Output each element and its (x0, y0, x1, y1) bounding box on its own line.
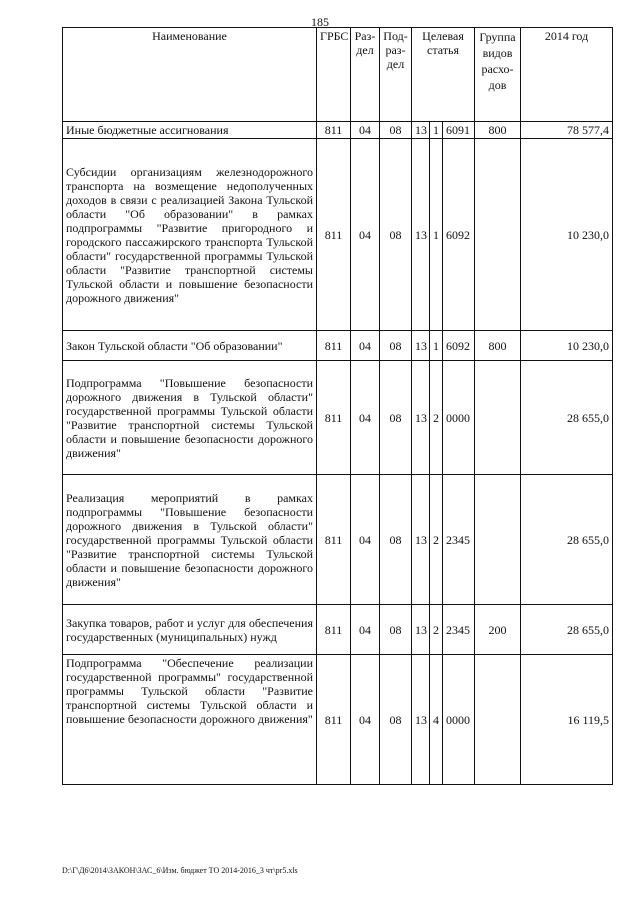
page-number: 185 (311, 15, 329, 29)
row-subsection: 08 (380, 475, 412, 605)
row-name: Подпрограмма "Повышение безопасности дорожного движения в Тульской области" государственной программы Тульской области "Развитие транспортной системы Тульской области и повышение безопасности дорожного движения" (63, 361, 317, 475)
row-amount: 10 230,0 (521, 139, 613, 331)
header-year: 2014 год (521, 28, 613, 122)
row-expense-group (475, 655, 521, 785)
row-amount: 28 655,0 (521, 605, 613, 655)
row-section: 04 (351, 605, 380, 655)
header-name: Наименование (63, 28, 317, 122)
row-section: 04 (351, 331, 380, 361)
row-target-code: 6092 (443, 139, 475, 331)
row-subsection: 08 (380, 605, 412, 655)
header-target-article: Целевая статья (412, 28, 475, 122)
row-grbs: 811 (317, 655, 351, 785)
row-target-code: 2345 (443, 475, 475, 605)
header-subsection: Под- раз- дел (380, 28, 412, 122)
row-subsection: 08 (380, 331, 412, 361)
file-path-footer: D:\Г\Д6\2014\ЗАКОН\ЗАС_6\Изм. бюджет ТО 2014-2016_3 чт\pr5.xls (62, 866, 298, 875)
row-name: Закупка товаров, работ и услуг для обеспечения государственных (муниципальных) нужд (63, 605, 317, 655)
row-target-code: 0000 (443, 361, 475, 475)
row-section: 04 (351, 475, 380, 605)
table-row (63, 605, 613, 655)
header-row (63, 28, 613, 122)
row-name: Закон Тульской области "Об образовании" (63, 331, 317, 361)
row-target-program: 13 (412, 655, 430, 785)
row-section: 04 (351, 139, 380, 331)
table-row (63, 331, 613, 361)
row-expense-group: 800 (475, 331, 521, 361)
table-row (63, 139, 613, 331)
row-target-subprogram: 1 (430, 331, 443, 361)
header-expense-group: Группа видов расхо- дов (475, 28, 521, 122)
row-expense-group: 200 (475, 605, 521, 655)
row-target-subprogram: 2 (430, 605, 443, 655)
budget-table (62, 27, 613, 785)
row-target-program: 13 (412, 361, 430, 475)
row-grbs: 811 (317, 122, 351, 139)
row-subsection: 08 (380, 122, 412, 139)
row-name: Подпрограмма "Обеспечение реализации государственной программы" государственной программы Тульской области "Развитие транспортной системы Тульской области и повышение безопасности дорожного движения" (63, 655, 317, 785)
row-amount: 78 577,4 (521, 122, 613, 139)
row-target-subprogram: 2 (430, 475, 443, 605)
row-target-subprogram: 1 (430, 122, 443, 139)
row-target-subprogram: 4 (430, 655, 443, 785)
row-expense-group (475, 475, 521, 605)
row-subsection: 08 (380, 655, 412, 785)
header-section: Раз- дел (351, 28, 380, 122)
row-expense-group (475, 361, 521, 475)
table-row (63, 361, 613, 475)
row-name: Иные бюджетные ассигнования (63, 122, 317, 139)
row-subsection: 08 (380, 139, 412, 331)
row-target-code: 0000 (443, 655, 475, 785)
table-row (63, 475, 613, 605)
row-name: Субсидии организациям железнодорожного транспорта на возмещение недополученных доходов в связи с реализацией Закона Тульской области "Об образовании" в рамках подпрограммы "Развитие пригородного и городского пассажирского транспорта Тульской области" государственной программы Тульской области "Развитие транспортной системы Тульской области и повышение безопасности дорожного движения" (63, 139, 317, 331)
row-section: 04 (351, 361, 380, 475)
row-target-subprogram: 2 (430, 361, 443, 475)
row-expense-group (475, 139, 521, 331)
header-grbs: ГРБС (317, 28, 351, 122)
row-grbs: 811 (317, 361, 351, 475)
row-section: 04 (351, 122, 380, 139)
row-target-program: 13 (412, 605, 430, 655)
row-amount: 10 230,0 (521, 331, 613, 361)
row-expense-group: 800 (475, 122, 521, 139)
row-amount: 28 655,0 (521, 361, 613, 475)
row-section: 04 (351, 655, 380, 785)
row-name: Реализация мероприятий в рамках подпрограммы "Повышение безопасности дорожного движения в Тульской области" государственной программы Тульской области "Развитие транспортной системы Тульской области и повышение безопасности дорожного движения" (63, 475, 317, 605)
row-target-code: 6092 (443, 331, 475, 361)
row-amount: 16 119,5 (521, 655, 613, 785)
row-target-program: 13 (412, 139, 430, 331)
row-grbs: 811 (317, 605, 351, 655)
row-subsection: 08 (380, 361, 412, 475)
row-target-program: 13 (412, 475, 430, 605)
row-target-program: 13 (412, 331, 430, 361)
row-grbs: 811 (317, 331, 351, 361)
row-amount: 28 655,0 (521, 475, 613, 605)
row-grbs: 811 (317, 475, 351, 605)
row-target-code: 2345 (443, 605, 475, 655)
table-row (63, 122, 613, 139)
table-row (63, 655, 613, 785)
row-target-code: 6091 (443, 122, 475, 139)
row-grbs: 811 (317, 139, 351, 331)
row-target-subprogram: 1 (430, 139, 443, 331)
row-target-program: 13 (412, 122, 430, 139)
